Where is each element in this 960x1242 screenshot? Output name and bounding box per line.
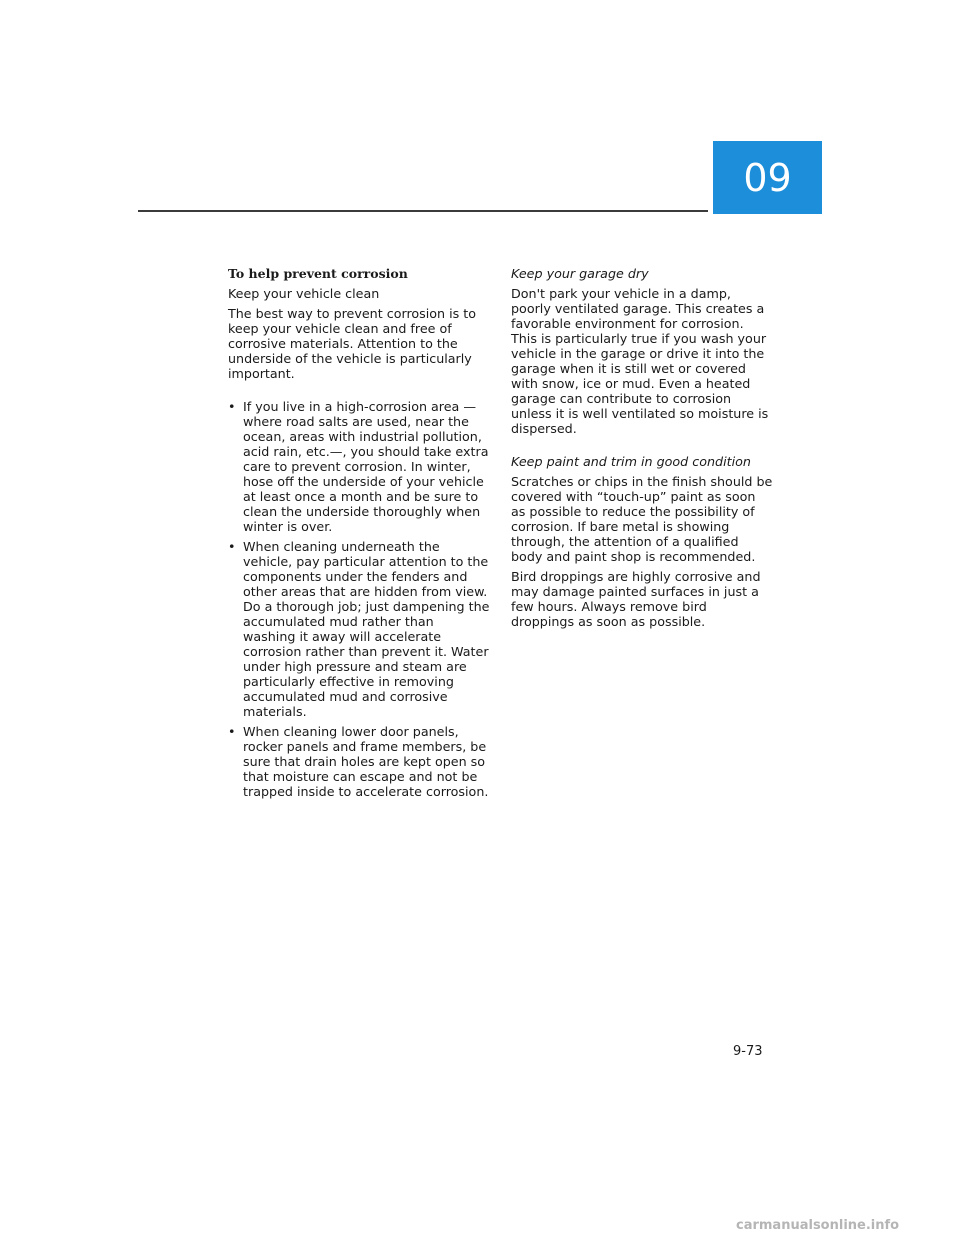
page-number: 9-73 (733, 1044, 763, 1059)
bullet-icon: • (228, 399, 236, 414)
watermark: carmanualsonline.info (736, 1218, 900, 1233)
chapter-tab (713, 141, 822, 214)
left-column (228, 266, 490, 804)
section-heading: To help prevent corrosion (228, 266, 408, 281)
garage-paragraph: Don't park your vehicle in a damp, poorly ventilated garage. This creates a favorable environment for corrosion. This is particularly true if you wash your vehicle in the garage or drive it into the garage when it is still wet or covered with snow, ice or mud. Even a heated garage can contribute to corrosion unless it is well ventilated so moisture is dispersed. (511, 286, 769, 436)
bullet-list (228, 399, 490, 799)
right-column (511, 266, 773, 634)
intro-paragraph: The best way to prevent corrosion is to keep your vehicle clean and free of corrosive materials. Attention to the underside of the vehicle is particularly important. (228, 306, 477, 381)
bird-droppings-paragraph: Bird droppings are highly corrosive and may damage painted surfaces in just a few hours. Always remove bird droppings as soon as possible. (511, 569, 761, 629)
list-item-text: When cleaning underneath the vehicle, pay particular attention to the components under the fenders and other areas that are hidden from view. Do a thorough job; just dampening the accumulated mud rather than washing it away will accelerate corrosion rather than prevent it. Water under high pressure and steam are particularly effective in removing accumulated mud and corrosive materials. (243, 539, 490, 719)
list-item (228, 399, 490, 534)
list-item (228, 539, 490, 719)
list-item-text: If you live in a high-corrosion area — where road salts are used, near the ocean, areas with industrial pollution, acid rain, etc.—, you should take extra care to prevent corrosion. In winter, hose off the underside of your vehicle at least once a month and be sure to clean the underside thoroughly when winter is over. (243, 399, 489, 534)
paint-paragraph: Scratches or chips in the finish should be covered with “touch-up” paint as soon as possible to reduce the possibility of corrosion. If bare metal is showing through, the attention of a qualified body and paint shop is recommended. (511, 474, 773, 564)
subheading-keep-clean: Keep your vehicle clean (228, 286, 380, 301)
bullet-icon: • (228, 724, 236, 739)
bullet-icon: • (228, 539, 236, 554)
subheading-paint: Keep paint and trim in good condition (511, 454, 751, 469)
header-rule (138, 210, 708, 212)
list-item (228, 724, 490, 799)
list-item-text: When cleaning lower door panels, rocker panels and frame members, be sure that drain holes are kept open so that moisture can escape and not be trapped inside to accelerate corrosion. (243, 724, 489, 799)
chapter-number: 09 (743, 155, 792, 200)
subheading-garage: Keep your garage dry (511, 266, 649, 281)
